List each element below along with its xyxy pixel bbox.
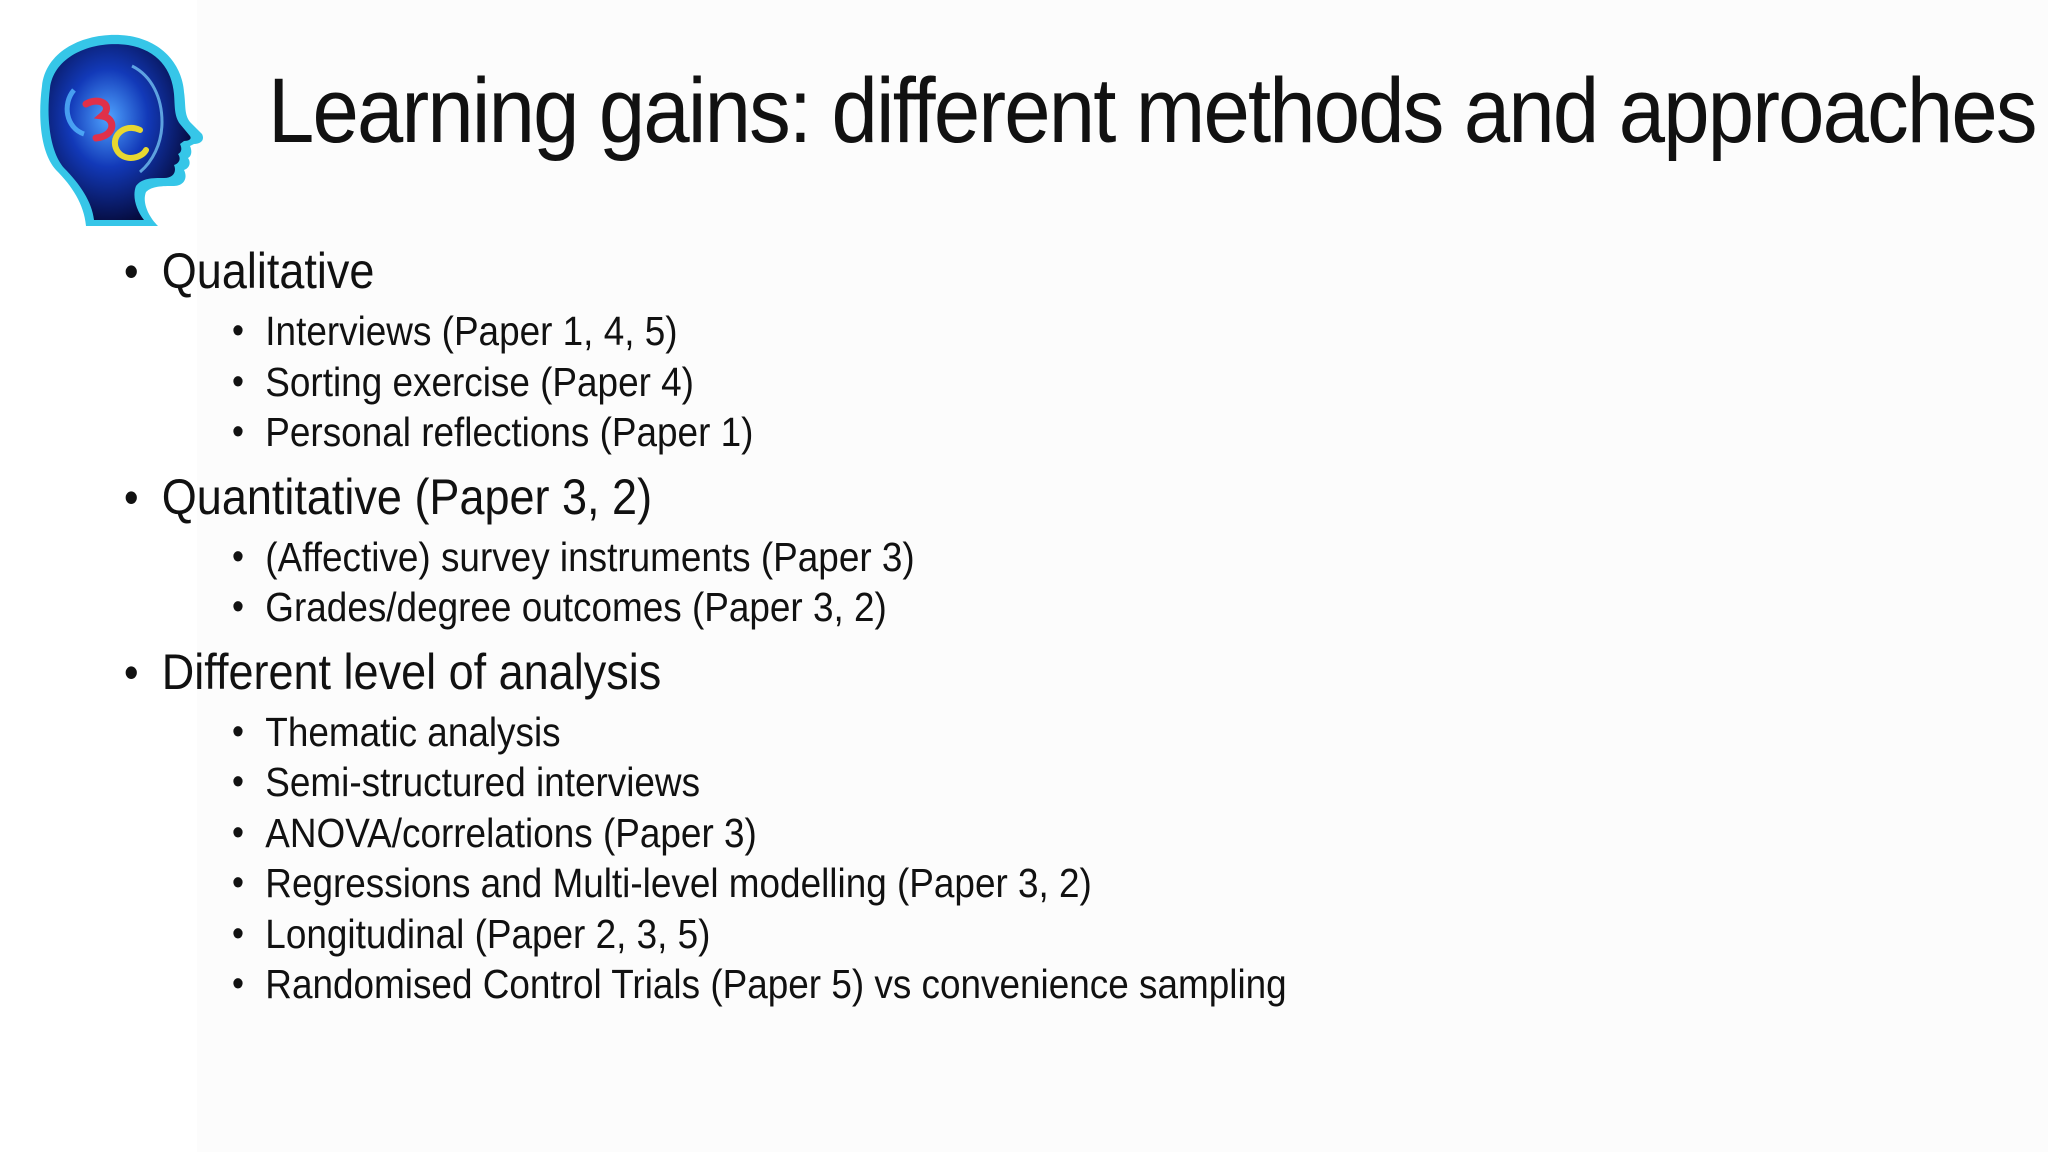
list-item-text: Randomised Control Trials (Paper 5) vs convenience sampling	[265, 961, 1287, 1007]
bullet-icon: •	[232, 761, 244, 803]
bullet-icon: •	[124, 645, 139, 698]
bullet-icon: •	[232, 811, 244, 854]
section-heading: Quantitative (Paper 3, 2)	[161, 468, 653, 525]
section-analysis-level	[124, 637, 1287, 1010]
list-item-text: ANOVA/correlations (Paper 3)	[265, 809, 757, 856]
list-item	[232, 909, 1287, 960]
list-item-text: (Affective) survey instruments (Paper 3)	[265, 533, 915, 580]
list-item-text: Regressions and Multi-level modelling (Paper 3, 2)	[265, 860, 1092, 906]
list-item-text: Semi-structured interviews	[265, 759, 701, 805]
bullet-list	[124, 236, 1287, 1010]
bullet-icon: •	[232, 710, 244, 753]
bullet-icon: •	[232, 411, 244, 453]
sub-bullet-list	[162, 532, 1287, 633]
list-item-text: Grades/degree outcomes (Paper 3, 2)	[265, 584, 887, 630]
list-item	[232, 407, 1287, 458]
section-heading: Qualitative	[161, 243, 375, 299]
bullet-icon: •	[232, 360, 244, 403]
list-item-text: Interviews (Paper 1, 4, 5)	[265, 308, 678, 354]
list-item	[232, 757, 1287, 808]
list-item	[232, 532, 1287, 583]
bullet-icon: •	[232, 535, 244, 578]
sub-bullet-list	[162, 306, 1287, 458]
list-item-text: Thematic analysis	[265, 708, 561, 755]
list-item	[232, 582, 1287, 633]
list-item-text: Sorting exercise (Paper 4)	[265, 358, 694, 405]
bullet-icon: •	[124, 245, 139, 297]
bullet-icon: •	[232, 912, 244, 955]
bullet-icon: •	[232, 862, 244, 904]
list-item	[232, 858, 1287, 909]
list-item	[232, 808, 1287, 859]
list-item	[232, 707, 1287, 758]
head-profile-logo-icon	[12, 26, 207, 231]
bullet-icon: •	[232, 586, 244, 628]
section-quantitative	[124, 462, 1287, 633]
section-heading: Different level of analysis	[161, 643, 662, 700]
list-item	[232, 959, 1287, 1010]
bullet-content	[124, 236, 1287, 1014]
sub-bullet-list	[162, 707, 1287, 1010]
section-qualitative	[124, 236, 1287, 458]
list-item-text: Longitudinal (Paper 2, 3, 5)	[265, 910, 711, 957]
slide-title: Learning gains: different methods and approaches	[268, 60, 2036, 162]
bullet-icon: •	[232, 310, 244, 352]
list-item	[232, 357, 1287, 408]
bullet-icon: •	[232, 963, 244, 1005]
bullet-icon: •	[124, 470, 139, 523]
list-item	[232, 306, 1287, 357]
list-item-text: Personal reflections (Paper 1)	[265, 409, 754, 455]
